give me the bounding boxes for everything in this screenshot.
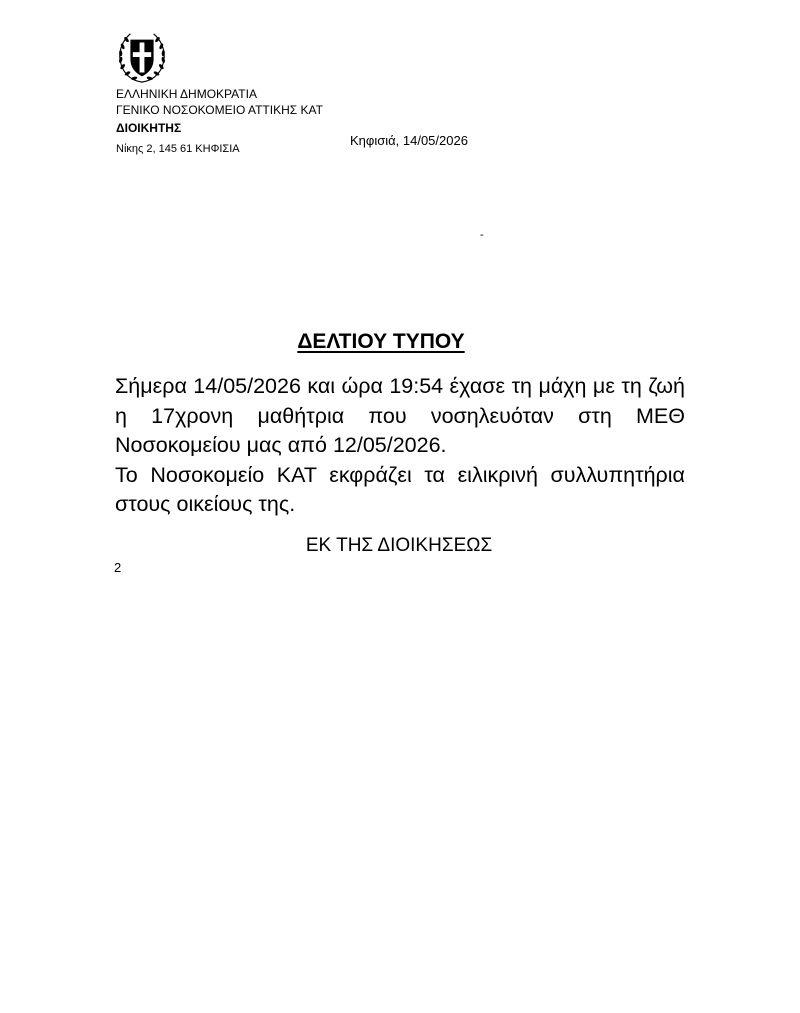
page-number: 2 bbox=[114, 560, 122, 575]
document-title: ΔΕΛΤΙΟΥ ΤΥΠΟΥ bbox=[297, 330, 465, 353]
press-release-body bbox=[115, 372, 685, 520]
header-address: Νίκης 2, 145 61 ΚΗΦΙΣΙΑ bbox=[116, 143, 240, 155]
header-hospital-name: ΓΕΝΙΚΟ ΝΟΣΟΚΟΜΕΙΟ ΑΤΤΙΚΗΣ ΚΑΤ bbox=[116, 103, 323, 117]
place-and-date: Κηφισιά, 14/05/2026 bbox=[350, 133, 468, 148]
stray-dash-mark: - bbox=[480, 229, 484, 241]
header-country: ΕΛΛΗΝΙΚΗ ΔΗΜΟΚΡΑΤΙΑ bbox=[116, 87, 257, 101]
greek-coat-of-arms-icon bbox=[113, 28, 171, 86]
body-paragraph-2: Το Νοσοκομείο ΚΑΤ εκφράζει τα ειλικρινή συλλυπητήρια στους οικείους της. bbox=[115, 462, 685, 516]
header-office: ΔΙΟΙΚΗΤΗΣ bbox=[116, 121, 182, 135]
body-paragraph-1: Σήμερα 14/05/2026 και ώρα 19:54 έχασε τη μάχη με τη ζωή η 17χρονη μαθήτρια που νοσηλευόταν στη ΜΕΘ Νοσοκομείου μας από 12/05/2026. bbox=[115, 374, 685, 457]
signature-line: ΕΚ ΤΗΣ ΔΙΟΙΚΗΣΕΩΣ bbox=[305, 535, 493, 556]
